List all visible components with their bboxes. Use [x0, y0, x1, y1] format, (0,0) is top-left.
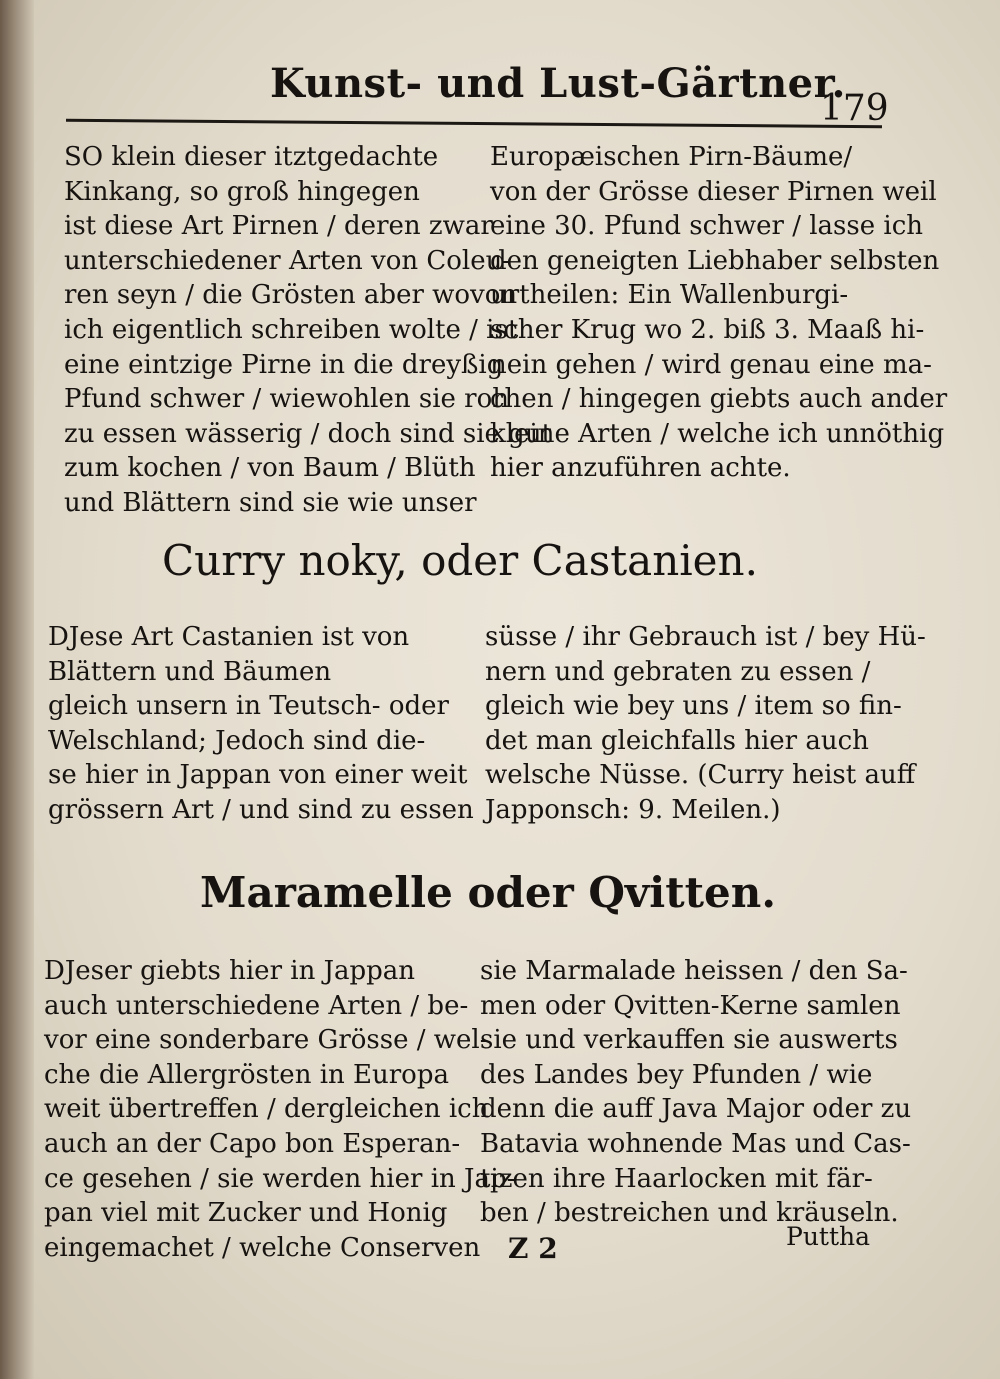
text-line: Batavia wohnende Mas und Cas- [480, 1128, 911, 1159]
text-line: eine 30. Pfund schwer / lasse ich [490, 211, 924, 242]
text-line: sie Marmalade heissen / den Sa- [480, 956, 908, 986]
text-line: Europæischen Pirn-Bäume/ [490, 142, 853, 172]
text-line: nein gehen / wird genau eine ma- [490, 349, 932, 380]
text-line: auch unterschiedene Arten / be- [44, 990, 469, 1021]
text-line: des Landes bey Pfunden / wie [480, 1059, 873, 1090]
section-3-left-column [44, 954, 516, 1265]
text-line: men oder Qvitten-Kerne samlen [480, 990, 901, 1021]
text-line: gleich wie bey uns / item so fin- [485, 691, 902, 722]
text-line: tizen ihre Haarlocken mit fär- [480, 1163, 873, 1194]
text-line: sie und verkauffen sie auswerts [480, 1025, 898, 1056]
text-line: nern und gebraten zu essen / [485, 656, 871, 687]
text-line: gleich unsern in Teutsch- oder [48, 691, 449, 722]
text-line: hier anzuführen achte. [490, 453, 791, 484]
text-line: denn die auff Java Major oder zu [480, 1094, 912, 1125]
text-line: zum kochen / von Baum / Blüth [64, 453, 476, 484]
text-line: scher Krug wo 2. biß 3. Maaß hi- [490, 314, 925, 345]
text-line: und Blättern sind sie wie unser [64, 487, 477, 518]
text-line: Blättern und Bäumen [48, 656, 332, 687]
text-line: süsse / ihr Gebrauch ist / bey Hü- [485, 622, 926, 652]
text-line: von der Grösse dieser Pirnen weil [490, 176, 937, 207]
text-line: Kinkang, so groß hingegen [64, 176, 420, 207]
section-heading-castanien: Curry noky, oder Castanien. [162, 536, 758, 585]
section-3-right-column [480, 954, 912, 1231]
text-line: kleine Arten / welche ich unnöthig [490, 418, 945, 449]
text-line: che die Allergrösten in Europa [44, 1059, 449, 1090]
text-line: vor eine sonderbare Grösse / wel- [44, 1025, 489, 1056]
text-line: eingemachet / welche Conserven [44, 1232, 481, 1263]
text-line: ce gesehen / sie werden hier in Jap- [44, 1163, 516, 1194]
text-line: DJese Art Castanien ist von [48, 622, 410, 652]
text-line: welsche Nüsse. (Curry heist auff [485, 760, 916, 791]
text-line: ben / bestreichen und kräuseln. [480, 1198, 899, 1229]
text-line: ich eigentlich schreiben wolte / ist [64, 314, 519, 345]
text-line: auch an der Capo bon Esperan- [44, 1128, 461, 1159]
text-line: Pfund schwer / wiewohlen sie roh [64, 384, 509, 415]
running-head: Kunst- und Lust-Gärtner. [270, 60, 846, 107]
section-2-left-column [48, 620, 474, 828]
text-line: grössern Art / und sind zu essen [48, 794, 474, 825]
text-line: weit übertreffen / dergleichen ich [44, 1094, 489, 1125]
text-line: urtheilen: Ein Wallenburgi- [490, 280, 849, 311]
header-rule [66, 119, 882, 128]
text-line: se hier in Jappan von einer weit [48, 760, 468, 791]
text-line: pan viel mit Zucker und Honig [44, 1198, 448, 1229]
page-number: 179 [820, 88, 889, 129]
signature-mark: Z 2 [508, 1232, 558, 1265]
text-line: DJeser giebts hier in Jappan [44, 956, 416, 986]
section-1-right-column [490, 140, 948, 486]
text-line: den geneigten Liebhaber selbsten [490, 245, 940, 276]
catchword: Puttha [786, 1222, 871, 1251]
text-line: SO klein dieser itztgedachte [64, 142, 439, 172]
section-1-left-column [64, 140, 553, 521]
text-line: ist diese Art Pirnen / deren zwar [64, 211, 493, 242]
text-line: chen / hingegen giebts auch ander [490, 384, 948, 415]
text-line: ren seyn / die Grösten aber wovon [64, 280, 518, 311]
book-gutter [0, 0, 34, 1379]
section-heading-qvitten: Maramelle oder Qvitten. [200, 868, 776, 917]
section-2-right-column [485, 620, 926, 828]
text-line: zu essen wässerig / doch sind sie gut [64, 418, 553, 449]
text-line: Japponsch: 9. Meilen.) [485, 794, 781, 825]
text-line: Welschland; Jedoch sind die- [48, 725, 426, 756]
text-line: det man gleichfalls hier auch [485, 725, 869, 756]
text-line: eine eintzige Pirne in die dreyßig [64, 349, 504, 380]
text-line: unterschiedener Arten von Coleu- [64, 245, 512, 276]
